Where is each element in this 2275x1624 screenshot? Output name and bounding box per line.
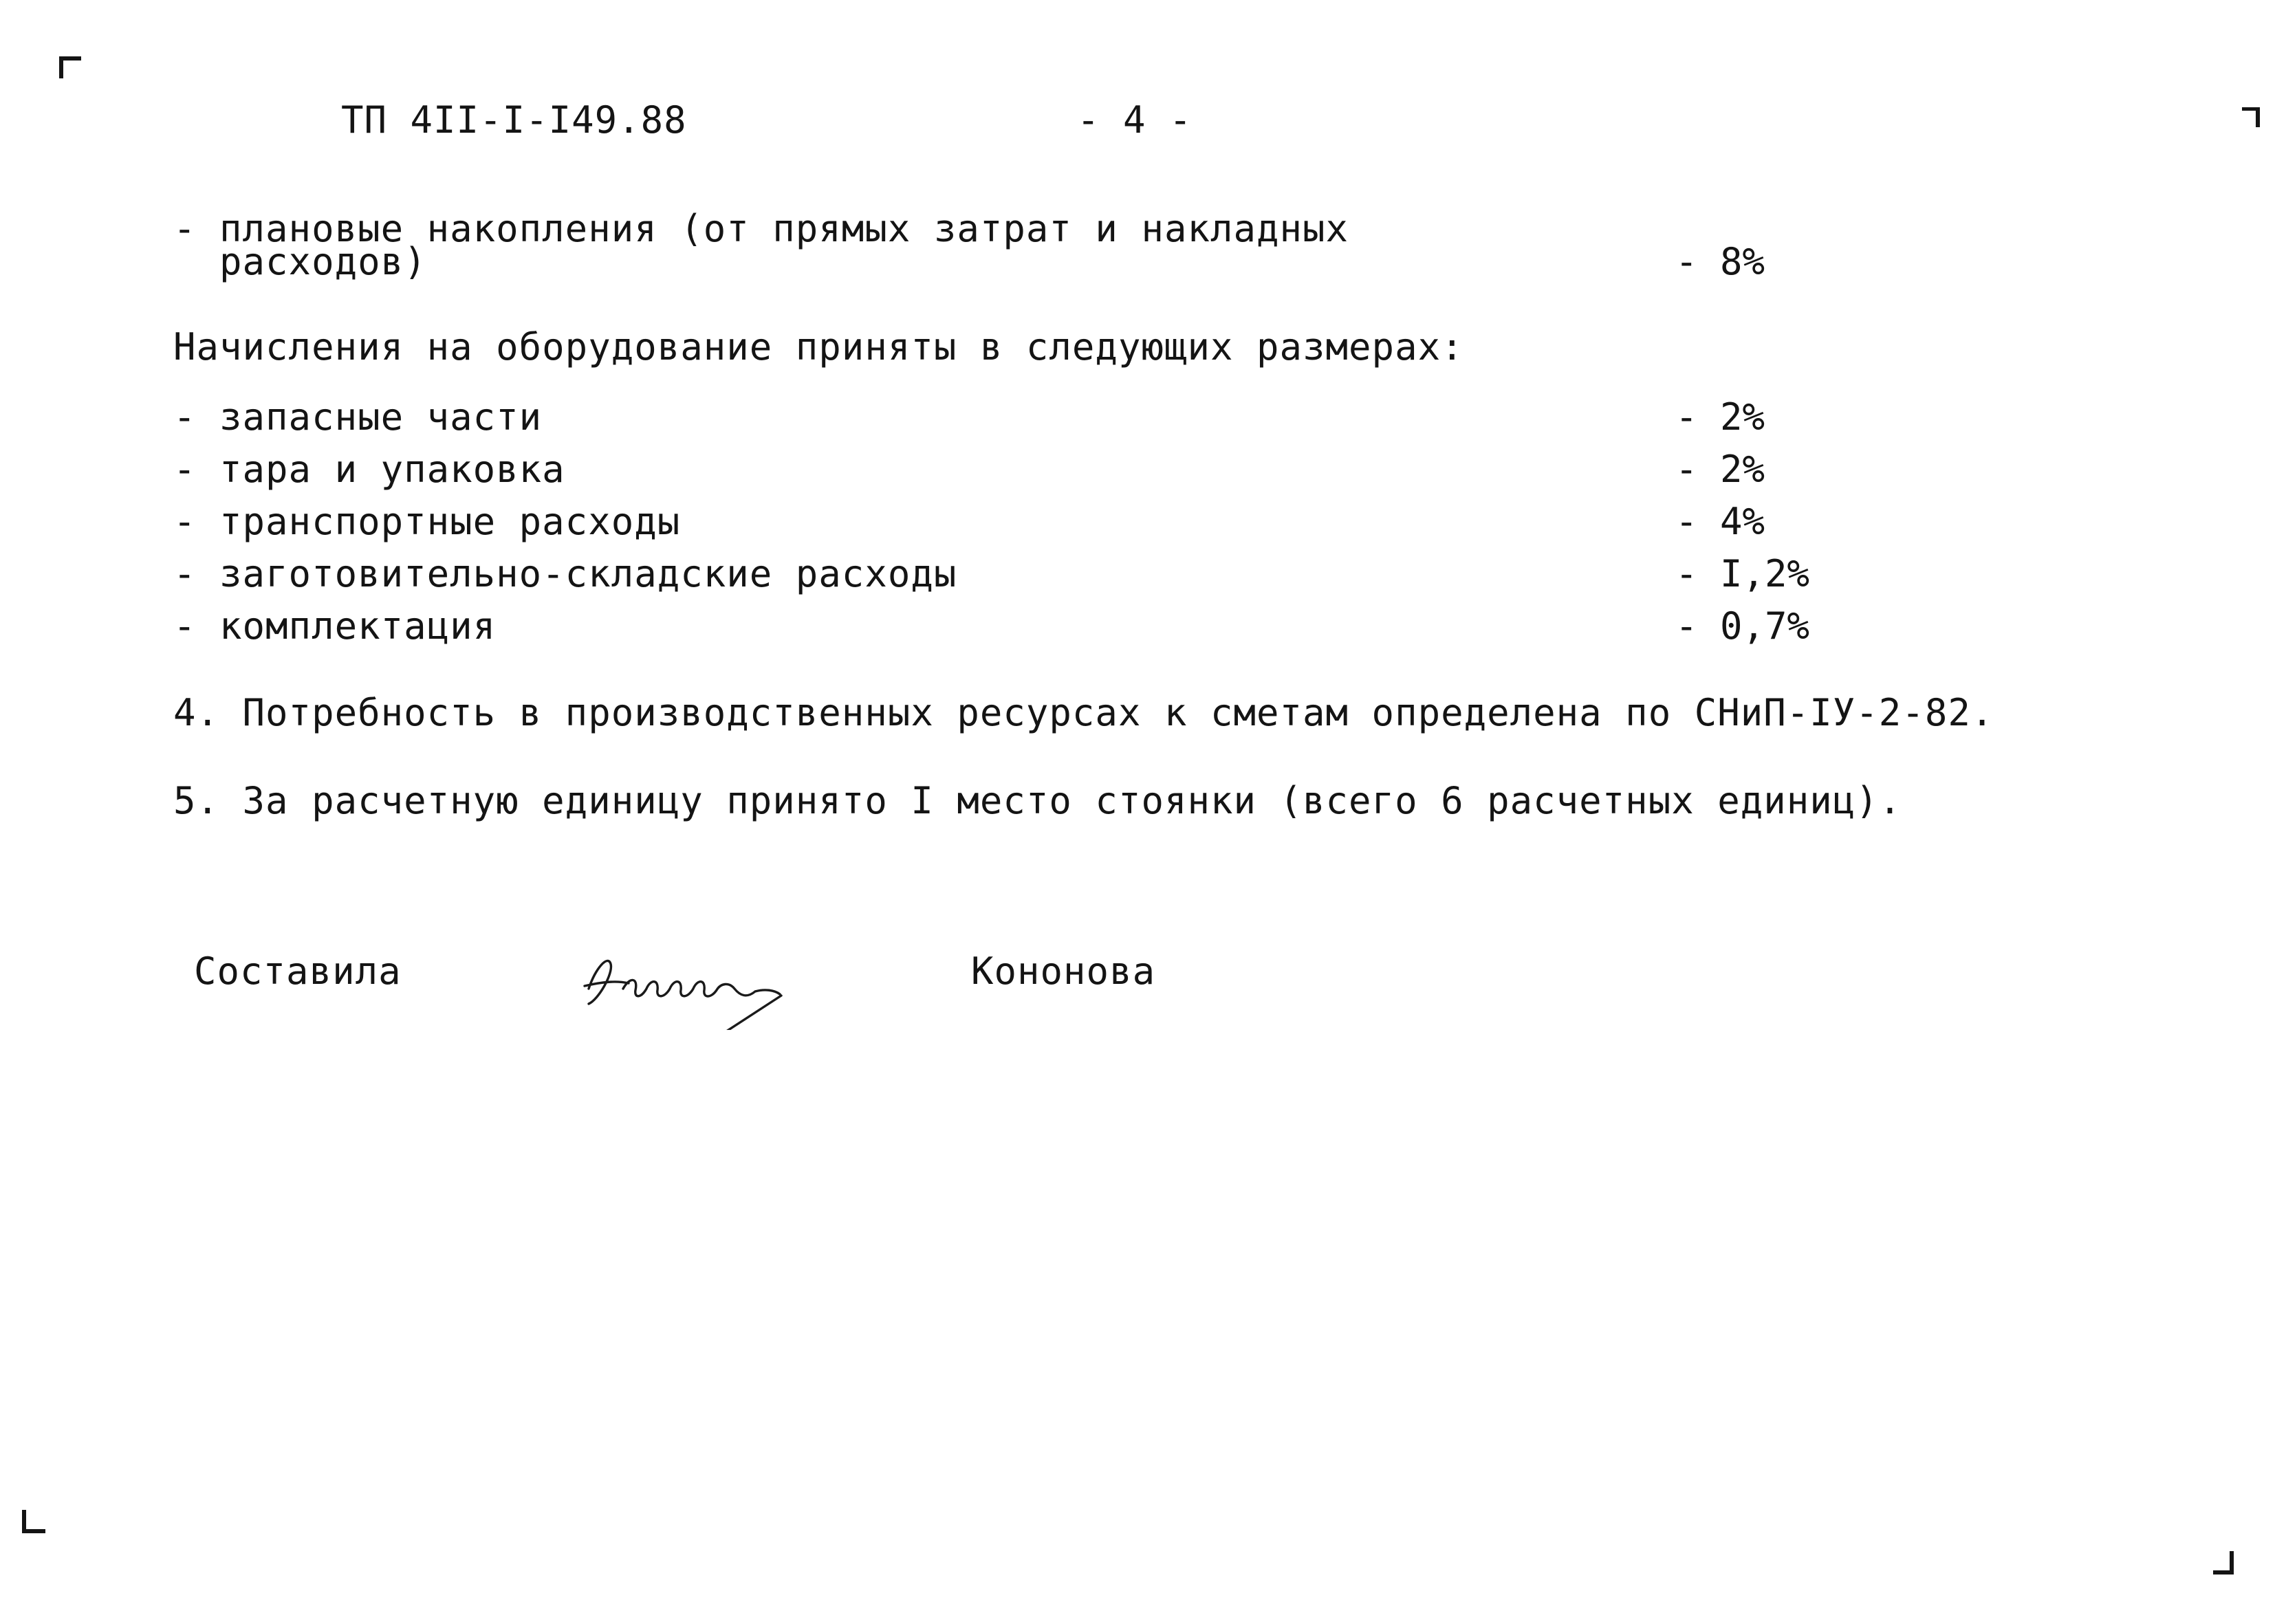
corner-mark-top-right bbox=[2242, 107, 2260, 127]
list-item-label: - транспортные расходы bbox=[173, 500, 681, 543]
list-item-label: - запасные части bbox=[173, 395, 543, 439]
list-item-label: - комплектация bbox=[173, 604, 497, 648]
page-number: - 4 - bbox=[1077, 98, 1193, 142]
list-item-label: - заготовительно-складские расходы bbox=[173, 552, 957, 595]
list-item-value: - 0,7% bbox=[1675, 604, 1810, 648]
list-item-value: - I,2% bbox=[1675, 552, 1810, 595]
list-item-value: - 4% bbox=[1675, 500, 1765, 543]
list-item-value: - 2% bbox=[1675, 448, 1765, 491]
intro-item-value: - 8% bbox=[1675, 240, 1765, 283]
corner-mark-bottom-left bbox=[22, 1510, 45, 1533]
intro-item-line2: расходов) bbox=[173, 240, 427, 283]
paragraph-5: 5. За расчетную единицу принято I место стоянки (всего 6 расчетных единиц). bbox=[173, 779, 1902, 822]
list-item-label: - тара и упаковка bbox=[173, 448, 565, 491]
equipment-heading: Начисления на оборудование приняты в следующих размерах: bbox=[173, 325, 1464, 369]
corner-mark-bottom-right bbox=[2213, 1551, 2234, 1574]
list-item-value: - 2% bbox=[1675, 395, 1765, 439]
handwritten-signature bbox=[575, 941, 823, 1030]
doc-code: ТП 4II-I-I49.88 bbox=[341, 98, 687, 142]
signoff-name: Кононова bbox=[971, 950, 1156, 993]
paragraph-4: 4. Потребность в производственных ресурсах к сметам определена по СНиП-IУ-2-82. bbox=[173, 691, 1994, 734]
corner-mark-top-left bbox=[59, 56, 81, 78]
intro-item-line1: - плановые накопления (от прямых затрат и накладных bbox=[173, 207, 1349, 250]
signoff-role: Составила bbox=[194, 950, 402, 993]
